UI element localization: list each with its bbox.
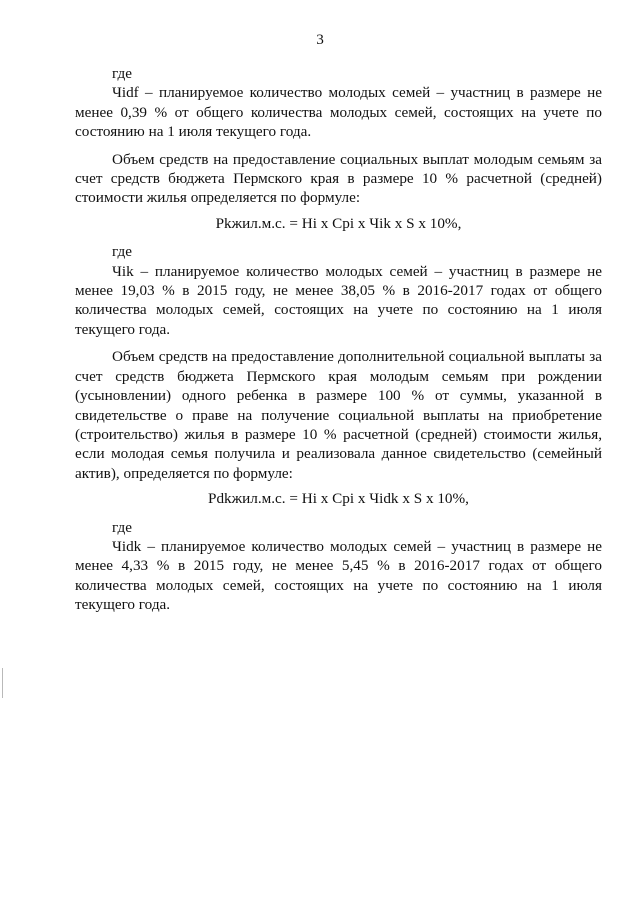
paragraph-additional-payment: Объем средств на предоставление дополнительной социальной выплаты за счет средств бюджета Пермского края молодым семьям при рождении (усыновлении) одного ребенка в размере 100 % от суммы, указанной в свидетельстве о праве на получение социальной выплаты на приобретение (строительство) жилья в размере 10 % расчетной (средней) стоимости жилья, если молодая семья получила и реализовала данное свидетельство (семейный актив), определяется по формуле: (75, 348, 602, 482)
paragraph-social-payments: Объем средств на предоставление социальных выплат молодым семьям за счет средств бюджета Пермского края в размере 10 % расчетной (средней) стоимости жилья определяется по формуле: (75, 150, 602, 207)
where-label: где (112, 243, 132, 261)
definition-chidk: Чidk – планируемое количество молодых семей – участниц в размере не менее 4,33 % в 2015 году, не менее 5,45 % в 2016-2017 годах от общего количества молодых семей, состоящих на учете по состоянию на 1 июля текущего года. (75, 537, 602, 614)
document-body (75, 64, 602, 615)
definition-chidf: Чidf – планируемое количество молодых семей – участниц в размере не менее 0,39 % от общего количества молодых семей, состоящих на учете по состоянию на 1 июля текущего года. (75, 84, 602, 141)
formula-pdk: Рdkжил.м.с. = Hi x Cpi x Чidk x S x 10%, (208, 490, 469, 508)
page-number: 3 (316, 31, 324, 48)
where-label: где (112, 65, 132, 82)
formula-pk: Рkжил.м.с. = Hi x Cpi x Чik x S x 10%, (215, 214, 462, 232)
definition-chik: Чik – планируемое количество молодых семей – участниц в размере не менее 19,03 % в 2015 году, не менее 38,05 % в 2016-2017 годах от общего количества молодых семей, состоящих на учете по состоянию на 1 июля текущего года. (75, 262, 602, 338)
scan-margin-mark (2, 668, 3, 698)
where-label: где (112, 518, 132, 536)
